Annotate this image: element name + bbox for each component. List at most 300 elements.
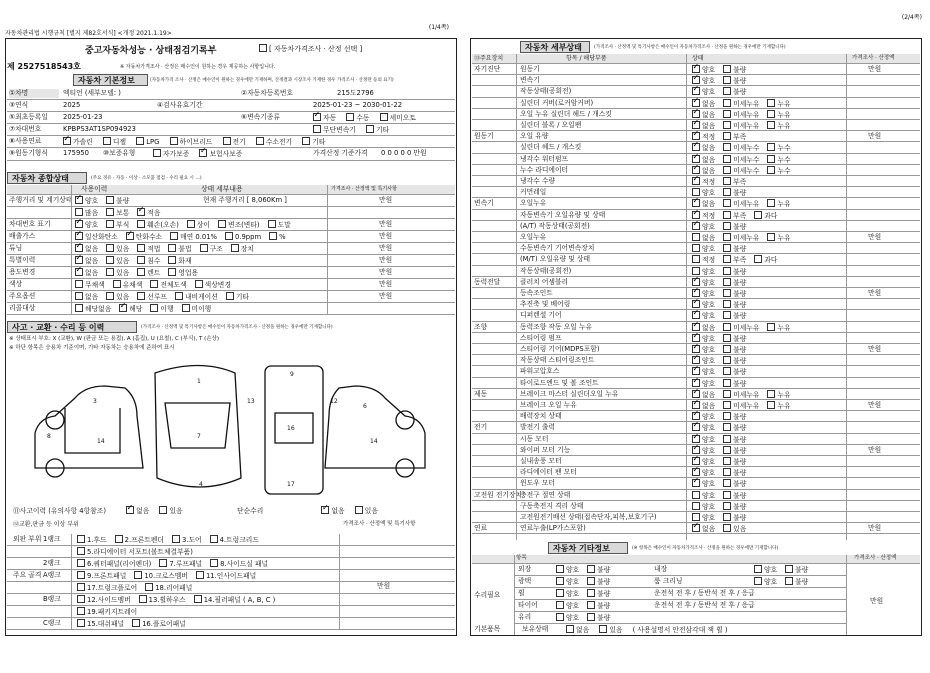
detail-row-options: [692, 524, 754, 534]
detail-row-checkbox[interactable]: [767, 110, 775, 118]
detail-row-option: [692, 525, 715, 533]
exchange-item-checkbox[interactable]: [139, 595, 147, 603]
detail-row-checkbox[interactable]: [767, 99, 775, 107]
detail-row-checkbox[interactable]: [723, 491, 731, 499]
general-row-option-label: 변조(변타): [228, 221, 260, 229]
other-a-checkbox[interactable]: [587, 577, 595, 585]
detail-row-checkbox[interactable]: [692, 356, 700, 364]
exchange-item-checkbox[interactable]: [134, 571, 142, 579]
other-b-checkbox[interactable]: [754, 565, 762, 573]
general-row-checkbox[interactable]: [168, 256, 176, 264]
detail-row-options: [692, 491, 754, 501]
detail-row-checkbox[interactable]: [723, 99, 731, 107]
general-row-checkbox[interactable]: [75, 232, 83, 240]
general-row-checkbox[interactable]: [75, 304, 83, 312]
trans-manual-checkbox[interactable]: [346, 113, 354, 121]
other-a-checkbox[interactable]: [556, 565, 564, 573]
detail-row-system: 연료: [474, 524, 488, 533]
exchange-item-checkbox[interactable]: [145, 583, 153, 591]
detail-row-checkbox[interactable]: [692, 379, 700, 387]
exchange-item-checkbox[interactable]: [194, 595, 202, 603]
detail-row-checkbox[interactable]: [692, 334, 700, 342]
detail-row-options: [692, 143, 799, 153]
detail-row-checkbox[interactable]: [723, 188, 731, 196]
general-row-checkbox[interactable]: [106, 256, 114, 264]
car-damage-diagram[interactable]: [25, 358, 435, 504]
detail-row-checkbox[interactable]: [692, 491, 700, 499]
detail-row-checkbox[interactable]: [692, 367, 700, 375]
detail-row-checkbox[interactable]: [723, 76, 731, 84]
detail-row-checkbox[interactable]: [692, 121, 700, 129]
other-b-checkbox[interactable]: [785, 577, 793, 585]
detail-row-option-label: 없음: [702, 110, 716, 119]
detail-row-checkbox[interactable]: [723, 244, 731, 252]
detail-row-checkbox[interactable]: [723, 513, 731, 521]
detail-row-option: [723, 245, 746, 253]
exchange-item-checkbox[interactable]: [132, 619, 140, 627]
other-a-option: [587, 602, 610, 610]
detail-row-checkbox[interactable]: [692, 345, 700, 353]
general-row-checkbox[interactable]: [187, 220, 195, 228]
detail-row-option: [723, 436, 746, 444]
general-row-option-label: 없음: [85, 293, 99, 301]
general-row-option-label: 불법: [178, 245, 192, 253]
detail-row-checkbox[interactable]: [723, 468, 731, 476]
detail-row-checkbox[interactable]: [723, 132, 731, 140]
general-row-checkbox[interactable]: [226, 292, 234, 300]
general-row-option-label: 해당: [129, 305, 143, 313]
general-row-checkbox[interactable]: [150, 304, 158, 312]
detail-row-options: [692, 255, 785, 265]
general-row-option: [175, 293, 218, 301]
trans-semi-checkbox[interactable]: [380, 113, 388, 121]
exchange-item-checkbox[interactable]: [196, 571, 204, 579]
detail-row-options: [692, 222, 754, 232]
detail-row-checkbox[interactable]: [692, 311, 700, 319]
general-row-price: 만원: [379, 280, 393, 288]
detail-row-checkbox[interactable]: [692, 524, 700, 532]
price-option-label: [ 자동차가격조사 · 산정 선택 ]: [269, 45, 363, 53]
exchange-row: [7, 546, 455, 558]
detail-row-checkbox[interactable]: [692, 513, 700, 521]
other-a-checkbox[interactable]: [556, 601, 564, 609]
detail-row-checkbox[interactable]: [692, 65, 700, 73]
exchange-item-checkbox[interactable]: [77, 559, 85, 567]
reg-no-label: ②자동차등록번호: [241, 89, 294, 97]
car-side-left-body: [35, 386, 143, 468]
detail-row-checkbox[interactable]: [723, 345, 731, 353]
detail-row-checkbox[interactable]: [767, 323, 775, 331]
detail-row-checkbox[interactable]: [723, 300, 731, 308]
other-a-checkbox[interactable]: [587, 565, 595, 573]
accident-title: 사고 · 교환 · 수리 등 이력: [7, 321, 137, 333]
other-b-option: [754, 566, 777, 574]
detail-row-checkbox[interactable]: [723, 379, 731, 387]
detail-row-checkbox[interactable]: [692, 457, 700, 465]
detail-row-checkbox[interactable]: [723, 401, 731, 409]
detail-row-option-label: 누유: [777, 99, 791, 108]
accident-none-checkbox[interactable]: [126, 506, 134, 514]
general-row-checkbox[interactable]: [106, 220, 114, 228]
detail-row: [472, 501, 920, 512]
general-row-checkbox[interactable]: [268, 220, 276, 228]
detail-row-option-label: 미세누수: [733, 144, 760, 153]
general-row-option-label: 선루프: [147, 293, 167, 301]
detail-row-checkbox[interactable]: [723, 65, 731, 73]
fuel-other-checkbox[interactable]: [302, 137, 310, 145]
exchange-item-option-label: 3.도어: [181, 536, 202, 544]
inspection-period-label: ④검사유효기간: [157, 101, 203, 109]
detail-row-checkbox[interactable]: [723, 423, 731, 431]
detail-row-option-label: 양호: [702, 278, 716, 287]
diagram-num-14b: 14: [370, 438, 378, 445]
fuel-diesel-checkbox[interactable]: [103, 137, 111, 145]
detail-row-checkbox[interactable]: [767, 166, 775, 174]
detail-row-checkbox[interactable]: [692, 390, 700, 398]
detail-row-item: 동력조향 작동 오일 누유: [520, 322, 593, 331]
detail-row-checkbox[interactable]: [692, 233, 700, 241]
general-row-option-label: 매연 0.01%: [180, 233, 217, 241]
general-row-name: 튜닝: [9, 244, 23, 252]
general-row-name: 리콜대상: [9, 304, 36, 312]
detail-row-option-label: 양호: [702, 267, 716, 276]
general-row-checkbox[interactable]: [137, 220, 145, 228]
other-a-checkbox[interactable]: [556, 613, 564, 621]
detail-row-option: [767, 156, 790, 164]
exchange-item-checkbox[interactable]: [77, 535, 85, 543]
detail-row-checkbox[interactable]: [692, 132, 700, 140]
general-row-price: 만원: [379, 244, 393, 252]
detail-row-checkbox[interactable]: [692, 99, 700, 107]
detail-row-option-label: 불량: [733, 502, 747, 511]
detail-row-checkbox[interactable]: [692, 401, 700, 409]
general-row-checkbox[interactable]: [137, 292, 145, 300]
general-row-checkbox[interactable]: [170, 232, 178, 240]
detail-row-checkbox[interactable]: [723, 267, 731, 275]
general-row-checkbox[interactable]: [75, 268, 83, 276]
general-row-checkbox[interactable]: [231, 244, 239, 252]
exchange-item-checkbox[interactable]: [77, 571, 85, 579]
detail-row-option: [723, 189, 746, 197]
other-a-checkbox[interactable]: [556, 577, 564, 585]
detail-row-checkbox[interactable]: [723, 457, 731, 465]
detail-row-checkbox[interactable]: [692, 412, 700, 420]
exchange-item-checkbox[interactable]: [77, 547, 85, 555]
detail-row-option: [723, 357, 746, 365]
detail-row-checkbox[interactable]: [723, 367, 731, 375]
detail-row-checkbox[interactable]: [767, 199, 775, 207]
exchange-item-checkbox[interactable]: [77, 619, 85, 627]
detail-row-checkbox[interactable]: [692, 110, 700, 118]
exchange-item-option-label: 12.사이드멤버: [87, 596, 131, 604]
general-row-checkbox[interactable]: [106, 268, 114, 276]
detail-row-checkbox[interactable]: [723, 199, 731, 207]
general-row-checkbox[interactable]: [75, 256, 83, 264]
other-a-checkbox[interactable]: [587, 601, 595, 609]
simple-none-checkbox[interactable]: [321, 506, 329, 514]
detail-row-price: 만원: [868, 233, 882, 241]
detail-row-checkbox[interactable]: [723, 479, 731, 487]
detail-row-options: [692, 379, 754, 389]
general-row-checkbox[interactable]: [119, 304, 127, 312]
accident-yes-checkbox[interactable]: [159, 506, 167, 514]
detail-row-checkbox[interactable]: [692, 323, 700, 331]
trans-cvt-checkbox[interactable]: [313, 125, 321, 133]
exchange-item-option: [210, 536, 259, 544]
detail-row-checkbox[interactable]: [723, 87, 731, 95]
price-option-checkbox[interactable]: [259, 44, 267, 52]
detail-row-option: [723, 122, 759, 130]
detail-row-checkbox[interactable]: [723, 289, 731, 297]
detail-row-checkbox[interactable]: [767, 233, 775, 241]
detail-row-option-label: 없음: [702, 234, 716, 242]
detail-row-checkbox[interactable]: [723, 166, 731, 174]
basic-items-status-label: 보유상태: [522, 625, 549, 633]
exchange-item-checkbox[interactable]: [210, 535, 218, 543]
basic-items-label: 기본품목: [474, 625, 501, 633]
general-row-checkbox[interactable]: [106, 208, 114, 216]
detail-row-options: [692, 199, 799, 209]
warranty-self-checkbox[interactable]: [153, 149, 161, 157]
detail-row-checkbox[interactable]: [692, 289, 700, 297]
form-title: 중고자동차성능 · 상태점검기록부: [85, 46, 217, 56]
detail-row-checkbox[interactable]: [723, 323, 731, 331]
detail-row-checkbox[interactable]: [723, 435, 731, 443]
fuel-electric-checkbox[interactable]: [223, 137, 231, 145]
detail-row-checkbox[interactable]: [692, 222, 700, 230]
detail-row-checkbox[interactable]: [692, 267, 700, 275]
general-row-option: [200, 245, 223, 253]
price-option[interactable]: [259, 44, 362, 54]
fuel-hybrid-checkbox[interactable]: [170, 137, 178, 145]
basic-yes-checkbox[interactable]: [599, 625, 607, 633]
detail-row-checkbox[interactable]: [767, 121, 775, 129]
detail-col-system: ⑬주요장치: [474, 55, 504, 62]
simple-yes-checkbox[interactable]: [355, 506, 363, 514]
general-row-option-label: 구조: [209, 245, 223, 253]
detail-row-checkbox[interactable]: [723, 390, 731, 398]
general-row-checkbox[interactable]: [106, 196, 114, 204]
general-row-name: 용도변경: [9, 268, 36, 276]
detail-row-option: [767, 234, 790, 242]
detail-row-option: [723, 268, 746, 276]
detail-row-checkbox[interactable]: [692, 87, 700, 95]
detail-row-checkbox[interactable]: [692, 300, 700, 308]
detail-row-checkbox[interactable]: [767, 390, 775, 398]
detail-row-option: [723, 301, 746, 309]
detail-row-option: [723, 223, 746, 231]
other-b-checkbox[interactable]: [785, 565, 793, 573]
general-row-checkbox[interactable]: [218, 220, 226, 228]
detail-row-checkbox[interactable]: [723, 121, 731, 129]
detail-row-options: [692, 390, 799, 400]
other-a-checkbox[interactable]: [556, 589, 564, 597]
general-row-checkbox[interactable]: [168, 268, 176, 276]
fuel-gasoline-checkbox[interactable]: [63, 137, 71, 145]
general-row-checkbox[interactable]: [75, 220, 83, 228]
detail-row-checkbox[interactable]: [723, 233, 731, 241]
general-row-checkbox[interactable]: [150, 280, 158, 288]
detail-row-checkbox[interactable]: [723, 334, 731, 342]
detail-row-checkbox[interactable]: [723, 356, 731, 364]
fuel-hydrogen-checkbox[interactable]: [256, 137, 264, 145]
general-row-option-label: 부식: [116, 221, 130, 229]
general-row-checkbox[interactable]: [106, 244, 114, 252]
general-row-checkbox[interactable]: [137, 244, 145, 252]
detail-row-checkbox[interactable]: [723, 143, 731, 151]
basic-none-checkbox[interactable]: [566, 625, 574, 633]
detail-row-checkbox[interactable]: [692, 502, 700, 510]
general-row-checkbox[interactable]: [175, 292, 183, 300]
exchange-item-checkbox[interactable]: [77, 595, 85, 603]
detail-row-checkbox[interactable]: [723, 446, 731, 454]
general-row-checkbox[interactable]: [75, 292, 83, 300]
detail-row-item: 스티어링 기어(MDPS포함): [520, 345, 600, 353]
general-row-checkbox[interactable]: [269, 232, 277, 240]
detail-row-checkbox[interactable]: [692, 211, 700, 219]
page-number-2: (2/4쪽): [901, 14, 922, 21]
detail-row-checkbox[interactable]: [723, 155, 731, 163]
general-row-option-label: 도말: [277, 221, 291, 229]
detail-row-checkbox[interactable]: [723, 502, 731, 510]
exchange-rank: 1랭크: [43, 535, 61, 543]
trans-other-checkbox[interactable]: [366, 125, 374, 133]
general-row-checkbox[interactable]: [113, 280, 121, 288]
detail-row-item: 냉각수 수량: [520, 177, 555, 185]
detail-row-checkbox[interactable]: [692, 143, 700, 151]
general-row-checkbox[interactable]: [75, 244, 83, 252]
detail-row-checkbox[interactable]: [692, 244, 700, 252]
detail-row-checkbox[interactable]: [692, 435, 700, 443]
detail-row-option-label: 누수: [777, 144, 791, 153]
exchange-item-checkbox[interactable]: [159, 559, 167, 567]
other-row-item-a: 휠: [518, 589, 525, 597]
detail-row-checkbox[interactable]: [723, 211, 731, 219]
detail-row-checkbox[interactable]: [767, 143, 775, 151]
detail-row: [472, 176, 920, 187]
general-row-checkbox[interactable]: [137, 256, 145, 264]
general-row-name: 배출가스: [9, 232, 36, 240]
general-row-checkbox[interactable]: [168, 244, 176, 252]
exchange-item-checkbox[interactable]: [77, 583, 85, 591]
detail-row-checkbox[interactable]: [723, 412, 731, 420]
detail-row-checkbox[interactable]: [723, 222, 731, 230]
other-a-checkbox[interactable]: [587, 589, 595, 597]
detail-row-checkbox[interactable]: [767, 155, 775, 163]
exchange-item-checkbox[interactable]: [77, 607, 85, 615]
basic-yes-label: 있음: [609, 626, 623, 634]
general-row-checkbox[interactable]: [75, 280, 83, 288]
trans-auto-checkbox[interactable]: [313, 113, 321, 121]
exchange-item-checkbox[interactable]: [172, 535, 180, 543]
fuel-lpg-checkbox[interactable]: [136, 137, 144, 145]
exchange-item-option: [77, 572, 126, 580]
general-row-checkbox[interactable]: [137, 208, 145, 216]
detail-row-checkbox[interactable]: [692, 423, 700, 431]
general-row-checkbox[interactable]: [195, 280, 203, 288]
general-row-option: [226, 293, 249, 301]
detail-row-checkbox[interactable]: [692, 255, 700, 263]
detail-row-checkbox[interactable]: [723, 177, 731, 185]
exchange-item-checkbox[interactable]: [210, 559, 218, 567]
detail-row-item: 파워고압호스: [520, 367, 560, 376]
general-row-option: [75, 245, 98, 253]
detail-row-price: 만원: [868, 132, 882, 141]
general-row-checkbox[interactable]: [75, 208, 83, 216]
detail-row-checkbox[interactable]: [692, 188, 700, 196]
general-row-checkbox[interactable]: [126, 232, 134, 240]
general-row-option: [137, 257, 160, 265]
detail-row-option-label: 미세누유: [733, 110, 760, 119]
detail-row-option-label: 양호: [702, 77, 716, 86]
detail-row-checkbox[interactable]: [723, 311, 731, 319]
detail-row-checkbox[interactable]: [692, 479, 700, 487]
car-name-label: ①차명: [9, 89, 59, 98]
basic-info-table: [7, 88, 455, 172]
detail-row-checkbox[interactable]: [754, 211, 762, 219]
exchange-item-option-label: 5.라디에이터 서포트(볼트체결부품): [87, 548, 193, 556]
general-row-option-label: 미이행: [191, 305, 212, 313]
detail-row-checkbox[interactable]: [692, 177, 700, 185]
detail-row-option: [723, 234, 759, 242]
detail-row-checkbox[interactable]: [754, 255, 762, 263]
detail-row-checkbox[interactable]: [692, 278, 700, 286]
other-row-options-a: [556, 565, 618, 575]
general-row-option: [218, 221, 260, 229]
detail-row-options: [692, 132, 754, 142]
other-info-title: 자동차 기타정보: [548, 542, 628, 554]
other-b-checkbox[interactable]: [754, 577, 762, 585]
detail-row-checkbox[interactable]: [692, 155, 700, 163]
detail-row-checkbox[interactable]: [723, 255, 731, 263]
detail-row-option-label: 불량: [733, 491, 747, 500]
other-a-checkbox[interactable]: [587, 613, 595, 621]
exchange-group: 주요 골격: [13, 571, 42, 579]
exchange-row: [7, 594, 455, 606]
detail-row-item: 작동상태(공회전): [520, 266, 572, 275]
general-row-option-label: 없음: [85, 245, 99, 253]
detail-row-checkbox[interactable]: [692, 166, 700, 174]
detail-row-item: 배력장치 상태: [520, 412, 562, 421]
exchange-item-option: [77, 596, 131, 604]
other-info-note: (※ 항목은 매수인이 자동차가격조사 · 산정을 원하는 경우에만 기재합니다): [632, 546, 779, 551]
detail-row-checkbox[interactable]: [692, 76, 700, 84]
detail-row-option-label: 양호: [702, 290, 716, 298]
diagram-num-3: 3: [93, 398, 97, 405]
detail-row-checkbox[interactable]: [723, 110, 731, 118]
general-row-checkbox[interactable]: [182, 304, 190, 312]
detail-row-checkbox[interactable]: [723, 278, 731, 286]
exchange-item-checkbox[interactable]: [115, 535, 123, 543]
detail-row-price: 만원: [868, 524, 882, 533]
detail-row-checkbox[interactable]: [767, 401, 775, 409]
general-row-checkbox[interactable]: [137, 268, 145, 276]
detail-row-checkbox[interactable]: [723, 524, 731, 532]
detail-row-checkbox[interactable]: [692, 446, 700, 454]
other-row-item-b: 운전석 전 후 / 동반석 전 후 / 응급: [654, 601, 755, 609]
general-row-checkbox[interactable]: [106, 292, 114, 300]
warranty-insurance-checkbox[interactable]: [199, 149, 207, 157]
general-row-checkbox[interactable]: [200, 244, 208, 252]
other-b-option-label: 불량: [795, 578, 809, 586]
general-row-checkbox[interactable]: [225, 232, 233, 240]
general-row-checkbox[interactable]: [75, 196, 83, 204]
detail-row-checkbox[interactable]: [692, 468, 700, 476]
basic-info-title: 자동차 기본정보: [73, 74, 148, 86]
vin-value: KPBPS3AT1SP094923: [63, 125, 136, 133]
exchange-item-option-label: 2.프론트펜더: [124, 536, 164, 544]
detail-row-checkbox[interactable]: [692, 199, 700, 207]
